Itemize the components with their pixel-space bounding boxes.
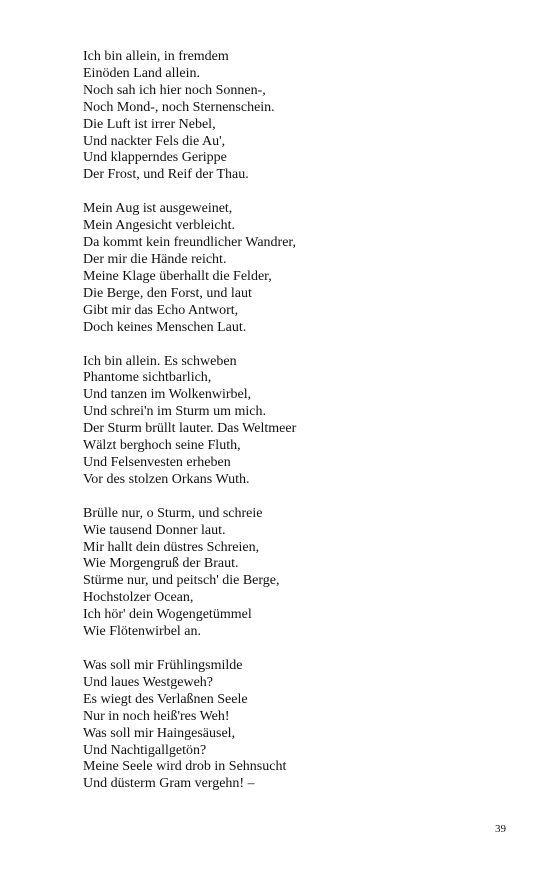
poem-line: Und düsterm Gram vergehn! –: [83, 776, 255, 792]
poem-line: Und tanzen im Wolkenwirbel,: [83, 387, 252, 403]
poem-line: Brülle nur, o Sturm, und schreie: [83, 505, 263, 521]
poem-line: Es wiegt des Verlaßnen Seele: [83, 691, 248, 707]
poem-line: Nur in noch heiß'res Weh!: [83, 708, 230, 724]
poem-line: Was soll mir Frühlingsmilde: [83, 658, 243, 673]
poem-line: Gibt mir das Echo Antwort,: [83, 302, 239, 318]
poem-line: Und klapperndes Gerippe: [83, 150, 227, 166]
stanza-1: [83, 49, 503, 184]
poem-line: Ich bin allein. Es schweben: [83, 353, 237, 369]
poem-line: Noch sah ich hier noch Sonnen-,: [83, 82, 266, 98]
poem-line: Doch keines Menschen Laut.: [83, 319, 247, 335]
poem-line: Da kommt kein freundlicher Wandrer,: [83, 235, 297, 251]
poem: [83, 49, 503, 810]
poem-line: Und nackter Fels die Au',: [83, 133, 226, 149]
poem-line: Wie tausend Donner laut.: [83, 522, 226, 538]
poem-line: Ich bin allein, in fremdem: [83, 49, 229, 64]
poem-line: Wie Flötenwirbel an.: [83, 624, 202, 640]
poem-line: Und Felsenvesten erheben: [83, 454, 231, 470]
poem-line: Wie Morgengruß der Braut.: [83, 556, 239, 572]
poem-line: Ich hör' dein Wogengetümmel: [83, 607, 252, 623]
poem-line: Was soll mir Haingesäusel,: [83, 725, 236, 741]
stanza-3: [83, 354, 503, 489]
poem-line: Mein Aug ist ausgeweinet,: [83, 201, 233, 217]
stanza-5: [83, 658, 503, 793]
poem-line: Die Berge, den Forst, und laut: [83, 285, 252, 301]
poem-line: Der mir die Hände reicht.: [83, 251, 227, 267]
poem-line: Mein Angesicht verbleicht.: [83, 218, 236, 234]
poem-line: Vor des stolzen Orkans Wuth.: [83, 471, 250, 487]
poem-line: Mir hallt dein düstres Schreien,: [83, 539, 260, 555]
poem-line: Meine Seele wird drob in Sehnsucht: [83, 759, 287, 775]
poem-line: Und laues Westgeweh?: [83, 674, 214, 690]
poem-line: Meine Klage überhallt die Felder,: [83, 268, 272, 284]
poem-line: Stürme nur, und peitsch' die Berge,: [83, 573, 280, 589]
stanza-4: [83, 506, 503, 641]
page-number: 39: [495, 823, 506, 835]
poem-line: Die Luft ist irrer Nebel,: [83, 116, 216, 132]
poem-line: Einöden Land allein.: [83, 65, 201, 81]
poem-line: Wälzt berghoch seine Fluth,: [83, 438, 241, 454]
poem-line: Hochstolzer Ocean,: [83, 590, 194, 606]
poem-line: Und Nachtigallgetön?: [83, 742, 207, 758]
poem-line: Der Frost, und Reif der Thau.: [83, 167, 249, 183]
stanza-2: [83, 201, 503, 336]
poem-line: Noch Mond-, noch Sternenschein.: [83, 99, 275, 115]
poem-line: Der Sturm brüllt lauter. Das Weltmeer: [83, 421, 297, 437]
poem-line: Und schrei'n im Sturm um mich.: [83, 404, 266, 420]
poem-line: Phantome sichtbarlich,: [83, 370, 212, 386]
